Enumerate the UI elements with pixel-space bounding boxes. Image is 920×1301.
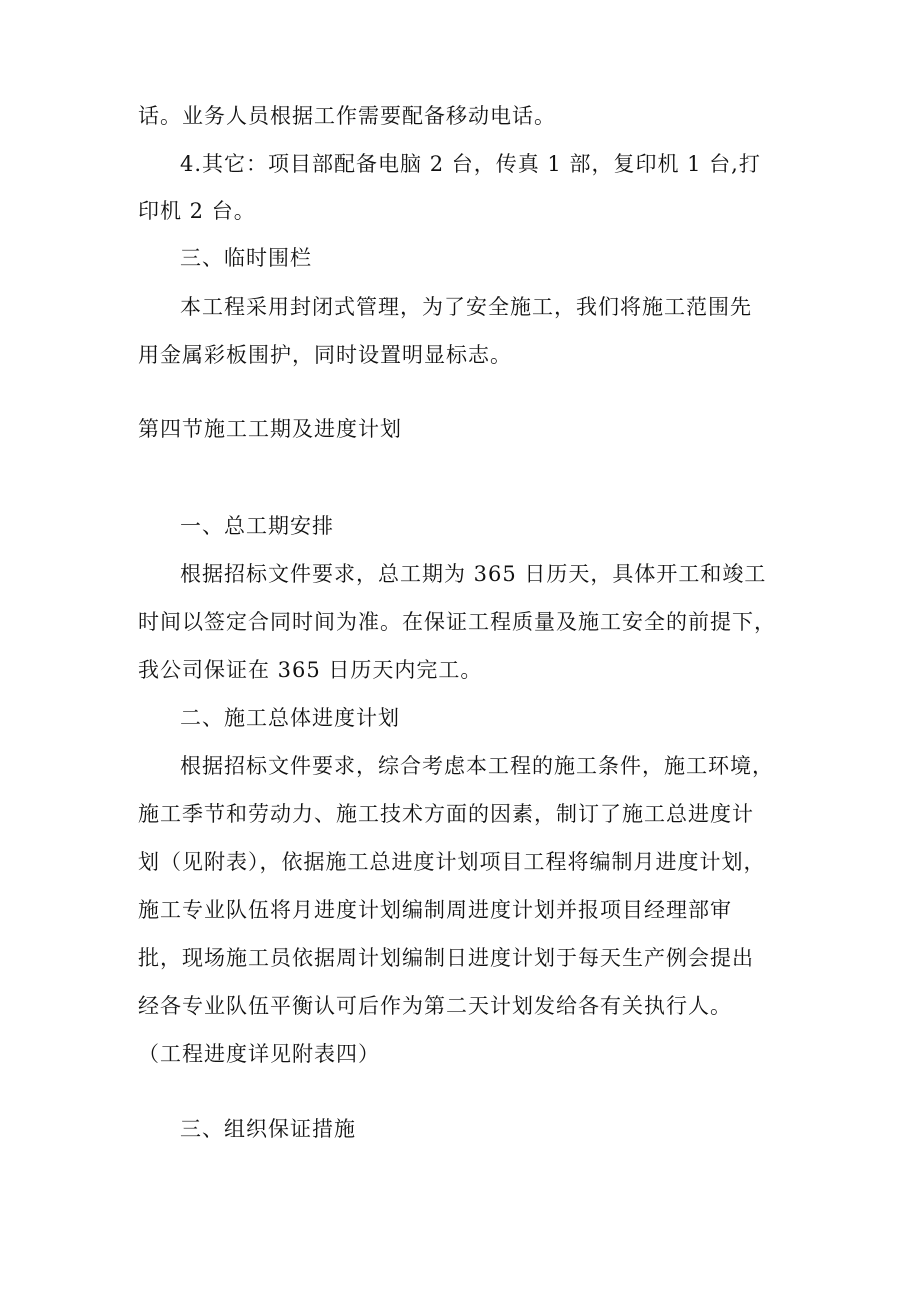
- paragraph-line: 施工专业队伍将月进度计划编制周进度计划并报项目经理部审: [138, 898, 732, 922]
- paragraph-line: 根据招标文件要求，综合考虑本工程的施工条件，施工环境，: [180, 754, 774, 778]
- section-heading: 三、组织保证措施: [180, 1117, 356, 1141]
- paragraph-line: 印机 2 台。: [138, 199, 256, 223]
- paragraph-line: 根据招标文件要求，总工期为 365 日历天，具体开工和竣工: [180, 562, 767, 586]
- paragraph-line: 经各专业队伍平衡认可后作为第二天计划发给各有关执行人。: [138, 994, 732, 1018]
- paragraph-line: 我公司保证在 365 日历天内完工。: [138, 658, 483, 682]
- paragraph-line: 本工程采用封闭式管理，为了安全施工，我们将施工范围先: [180, 295, 752, 319]
- section-heading: 三、临时围栏: [180, 246, 312, 270]
- paragraph-line: 用金属彩板围护，同时设置明显标志。: [138, 343, 512, 367]
- chapter-heading: 第四节施工工期及进度计划: [138, 417, 402, 441]
- paragraph-line: （工程进度详见附表四）: [138, 1042, 380, 1066]
- paragraph-line: 4.其它：项目部配备电脑 2 台，传真 1 部，复印机 1 台,打: [180, 152, 761, 176]
- paragraph-line: 时间以签定合同时间为准。在保证工程质量及施工安全的前提下，: [138, 610, 776, 634]
- section-heading: 一、总工期安排: [180, 514, 334, 538]
- paragraph-line: 话。业务人员根据工作需要配备移动电话。: [138, 104, 556, 128]
- section-heading: 二、施工总体进度计划: [180, 706, 400, 730]
- paragraph-line: 施工季节和劳动力、施工技术方面的因素，制订了施工总进度计: [138, 802, 754, 826]
- paragraph-line: 划（见附表），依据施工总进度计划项目工程将编制月进度计划，: [138, 850, 766, 874]
- paragraph-line: 批，现场施工员依据周计划编制日进度计划于每天生产例会提出: [138, 946, 754, 970]
